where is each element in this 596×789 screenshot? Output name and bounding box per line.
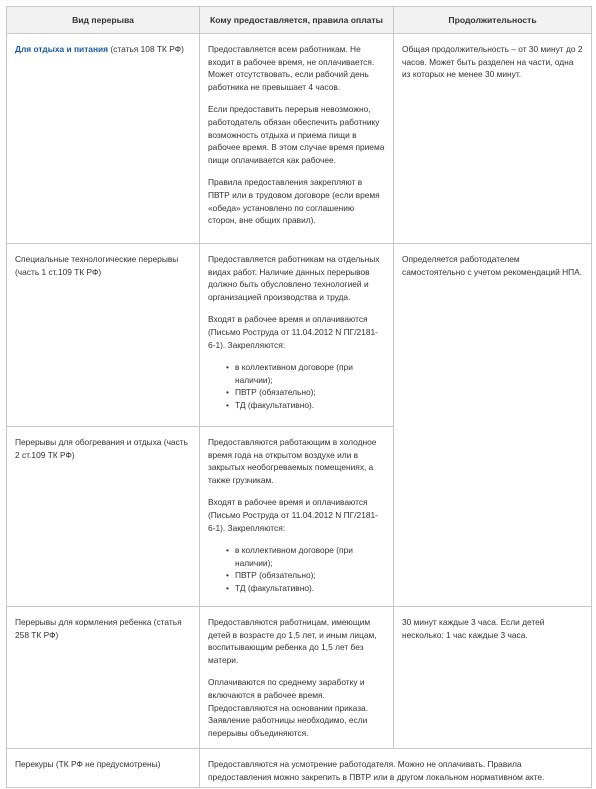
- header-break-type: Вид перерыва: [7, 7, 200, 34]
- rest-and-meal-link[interactable]: Для отдыха и питания: [15, 44, 109, 54]
- table-row: [7, 244, 592, 427]
- table-header-row: [7, 7, 592, 34]
- rules-cell: [200, 34, 394, 244]
- rules-paragraph: Предоставляется всем работникам. Не входит в рабочее время, не оплачивается. Может отсутствовать, если рабочий день работника не превышает 4 часов.: [208, 44, 375, 92]
- breaks-table: [6, 6, 592, 788]
- break-type-cell: Перекуры (ТК РФ не предусмотрены): [7, 749, 200, 788]
- rules-paragraph: Входят в рабочее время и оплачиваются (Письмо Роструда от 11.04.2012 N ПГ/2181-6-1). Закрепляются:: [208, 314, 378, 350]
- list-item: • ПВТР (обязательно);: [235, 386, 385, 399]
- break-type-cell: Перерывы для обогревания и отдыха (часть 2 ст.109 ТК РФ): [7, 427, 200, 607]
- rules-paragraph: Оплачиваются по среднему заработку и включаются в рабочее время. Предоставляются на основании приказа. Заявление работницы необходимо, если перерывы объединяются.: [208, 677, 369, 738]
- break-type-cell: [7, 34, 200, 244]
- rules-cell: [200, 427, 394, 607]
- table-row: [7, 607, 592, 749]
- duration-cell: Общая продолжительность – от 30 минут до 2 часов. Может быть разделен на части, одна из которых не менее 30 минут.: [394, 34, 592, 244]
- rules-paragraph: Если предоставить перерыв невозможно, работодатель обязан обеспечить работнику возможность отдыха и приема пищи в рабочее время. В этом случае время приема пищи оплачивается как рабочее.: [208, 104, 385, 165]
- header-rules: Кому предоставляется, правила оплаты: [200, 7, 394, 34]
- header-duration: Продолжительность: [394, 7, 592, 34]
- rules-cell: Предоставляются на усмотрение работодателя. Можно не оплачивать. Правила предоставления можно закрепить в ПВТР или в другом локальном нормативном акте.: [200, 749, 592, 788]
- rules-cell: [200, 607, 394, 749]
- list-item: • в коллективном договоре (при наличии);: [235, 361, 385, 386]
- rules-paragraph: Предоставляются работницам, имеющим детей в возрасте до 1,5 лет, и иным лицам, воспитывающим ребенка до 1,5 лет без матери.: [208, 617, 377, 665]
- list-item: • ТД (факультативно).: [235, 582, 385, 595]
- table-row: [7, 749, 592, 788]
- rules-paragraph: Предоставляется работникам на отдельных видах работ. Наличие данных перерывов должно быть обусловлено технологией и организацией производства и труда.: [208, 254, 380, 302]
- table-row: [7, 34, 592, 244]
- bullet-list: [208, 544, 385, 594]
- break-type-cell: Специальные технологические перерывы (часть 1 ст.109 ТК РФ): [7, 244, 200, 427]
- duration-cell: Определяется работодателем самостоятельно с учетом рекомендаций НПА.: [394, 244, 592, 607]
- article-ref: (статья 108 ТК РФ): [108, 44, 184, 54]
- rules-cell: [200, 244, 394, 427]
- list-item: • ТД (факультативно).: [235, 399, 385, 412]
- list-item: • ПВТР (обязательно);: [235, 569, 385, 582]
- list-item: • в коллективном договоре (при наличии);: [235, 544, 385, 569]
- break-type-cell: Перерывы для кормления ребенка (статья 258 ТК РФ): [7, 607, 200, 749]
- bullet-list: [208, 361, 385, 411]
- duration-cell: 30 минут каждые 3 часа. Если детей несколько: 1 час каждые 3 часа.: [394, 607, 592, 749]
- rules-paragraph: Предоставляются работающим в холодное время года на открытом воздухе или в закрытых необогреваемых помещениях, а также грузчикам.: [208, 437, 377, 485]
- rules-paragraph: Правила предоставления закрепляют в ПВТР или в трудовом договоре (если время «обеда» установлено по соглашению сторон, вне общих правил).: [208, 177, 380, 226]
- rules-paragraph: Входят в рабочее время и оплачиваются (Письмо Роструда от 11.04.2012 N ПГ/2181-6-1). Закрепляются:: [208, 497, 378, 533]
